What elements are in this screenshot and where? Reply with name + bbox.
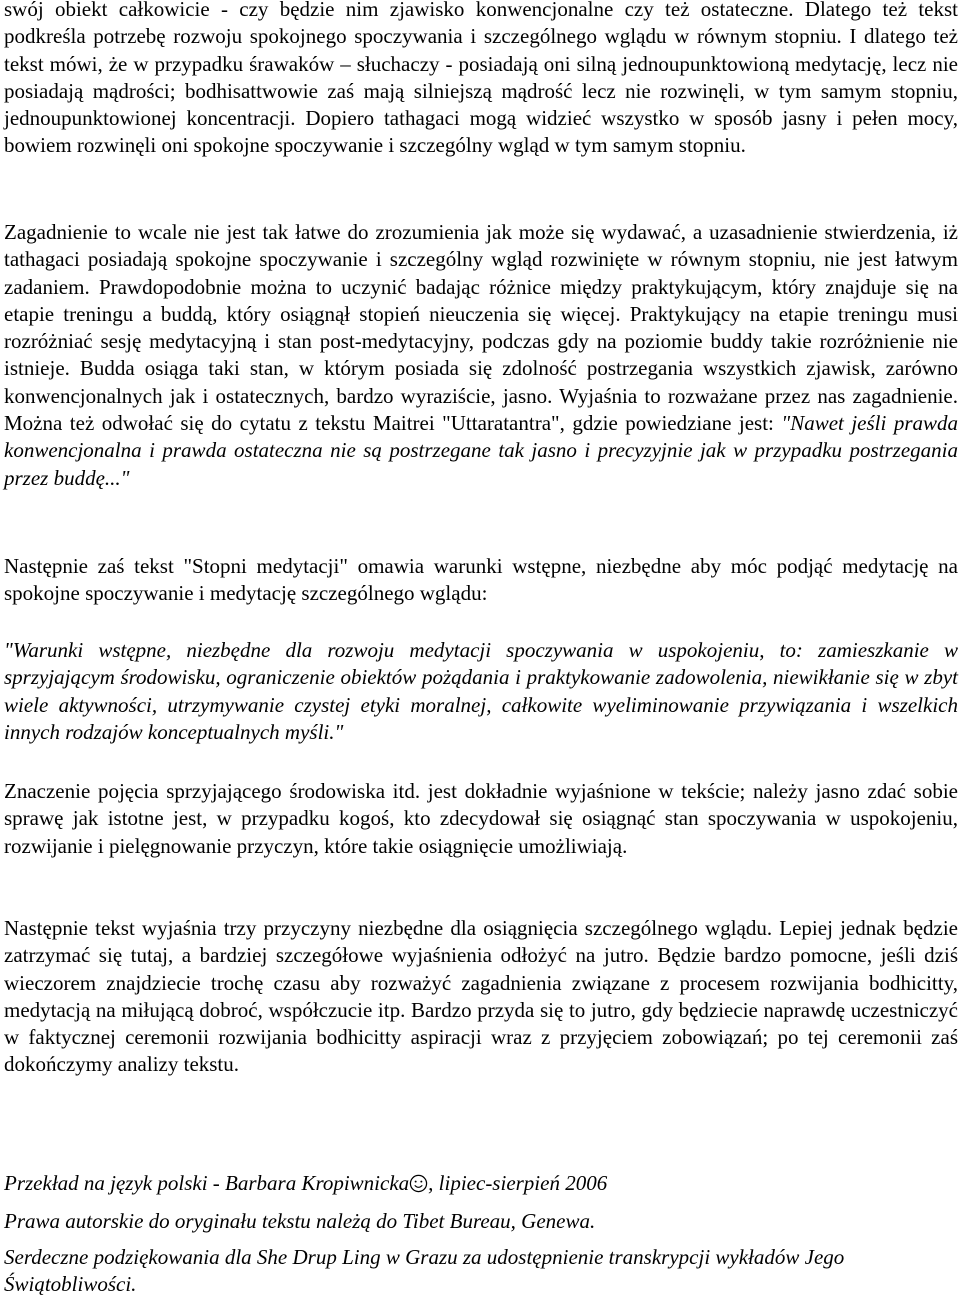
translation-date: , lipiec-sierpień 2006: [428, 1171, 608, 1195]
paragraph-6: Następnie tekst wyjaśnia trzy przyczyny niezbędne dla osiągnięcia szczególnego wglądu. Lepiej jednak będzie zatrzymać się tutaj, a bardziej szczegółowe wyjaśnienia odłożyć na jutro. Będzie bardzo pomocne, jeśli dziś wieczorem znajdziecie trochę czasu aby rozważyć zagadnienia związane z procesem rozwijania bodhicitty, medytacją na miłującą dobroć, współczucie itp. Bardzo przyda się to jutro, gdy będziecie naprawdę uczestniczyć w faktycznej ceremonii rozwijania bodhicitty aspiracji wraz z przyjęciem zobowiązań; po tej ceremonii zaś dokończymy analizy tekstu.: [4, 916, 958, 1077]
paragraph-3: Następnie zaś tekst "Stopni medytacji" omawia warunki wstępne, niezbędne aby móc podjąć medytację na spokojne spoczywanie i medytację szczególnego wglądu:: [4, 554, 958, 606]
smiley-icon: [409, 1174, 428, 1193]
paragraph-2-text: Zagadnienie to wcale nie jest tak łatwe do zrozumienia jak może się wydawać, a uzasadnienie stwierdzenia, iż tathagaci posiadają spokojne spoczywanie i szczególny wgląd rozwinięte w równym stopniu, nie jest łatwym zadaniem. Prawdopodobnie można to uczynić badając różnice między praktykującym, który znajduje się na etapie treningu a buddą, który osiągnął stopień nieuczenia się więcej. Praktykujący na etapie treningu musi rozróżniać sesję medytacyjną i stan post-medytacyjny, podczas gdy na poziomie buddy takie rozróżnienie nie istnieje. Budda osiąga taki stan, w którym posiada się zdolność postrzegania wszystkich zjawisk, zarówno konwencjonalnych jak i ostatecznych, bardzo wyraziście, jasno. Wyjaśnia to rozważane przez nas zagadnienie. Można też odwołać się do cytatu z tekstu Maitrei "Uttaratantra", gdzie powiedziane jest:: [4, 220, 958, 436]
thanks-line: Serdeczne podziękowania dla She Drup Ling w Grazu za udostępnienie transkrypcji wykładów Jego Świątobliwości.: [4, 1245, 845, 1296]
paragraph-2: [4, 219, 958, 492]
paragraph-1: swój obiekt całkowicie - czy będzie nim zjawisko konwencjonalne czy też ostateczne. Dlatego też tekst podkreśla potrzebę rozwoju spokojnego spoczywania i szczególnego wglądu w równym stopniu. I dlatego też tekst mówi, że w przypadku śrawaków – słuchaczy - posiadają oni silną jednoupunktowioną medytację, lecz nie posiadają mądrości; bodhisattwowie zaś mają silniejszą mądrość lecz nie rozwinęli, w tym samym stopniu, jednoupunktowionej koncentracji. Dopiero tathagaci mogą widzieć wszystko w sposób jasny i pełen mocy, bowiem rozwinęli oni spokojne spoczywanie i szczególny wgląd w tym samym stopniu.: [4, 0, 958, 158]
quote-preconditions: "Warunki wstępne, niezbędne dla rozwoju medytacji spoczywania w uspokojeniu, to: zamieszkanie w sprzyjającym środowisku, ograniczenie obiektów pożądania i praktykowanie zadowolenia, niewikłanie się w zbyt wiele aktywności, utrzymywanie czystej etyki moralnej, całkowite wyeliminowanie przywiązania i wszelkich innych rodzajów konceptualnych myśli.": [4, 638, 958, 744]
translation-credit: [4, 1170, 958, 1197]
copyright-line: Prawa autorskie do oryginału tekstu należą do Tibet Bureau, Genewa.: [4, 1209, 596, 1233]
quote-uttaratantra: "Nawet jeśli prawda konwencjonalna i prawda ostateczna nie są postrzegane tak jasno i precyzyjnie jak w przypadku postrzegania przez buddę...": [4, 411, 958, 490]
translation-credit-text: Przekład na język polski - Barbara Kropiwnicka: [4, 1171, 410, 1195]
paragraph-5: Znaczenie pojęcia sprzyjającego środowiska itd. jest dokładnie wyjaśnione w tekście; należy jasno zdać sobie sprawę jak istotne jest, w przypadku kogoś, kto zdecydował się osiągnąć stan spoczywania w uspokojeniu, rozwijanie i pielęgnowanie przyczyn, które takie osiągnięcie umożliwiają.: [4, 779, 958, 858]
